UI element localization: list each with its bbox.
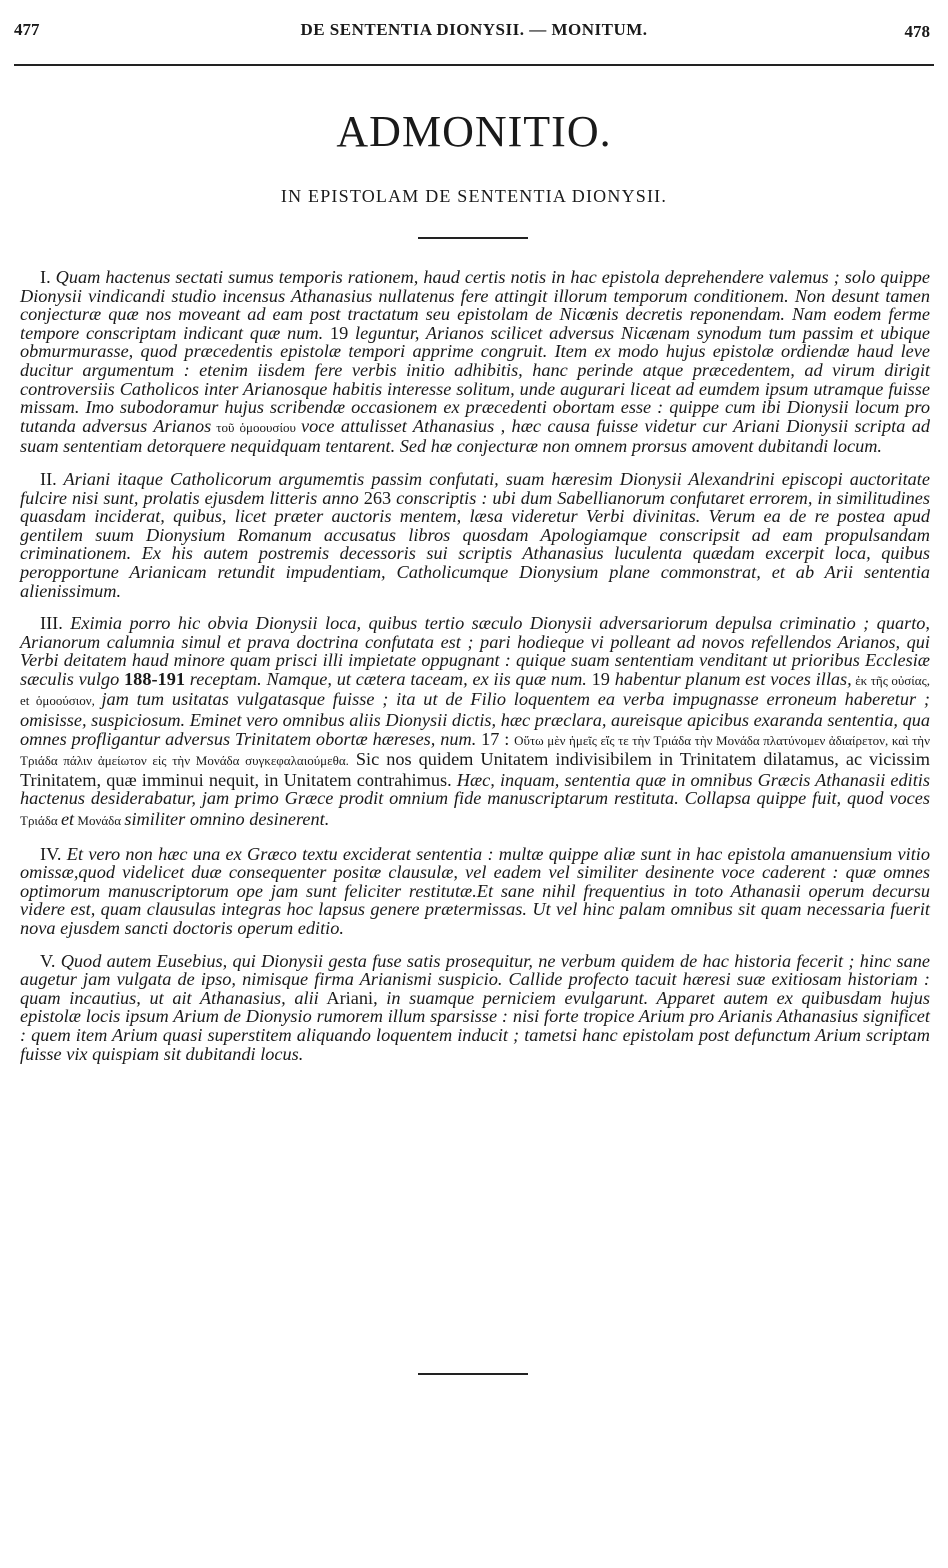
paragraph-text: conscriptis : ubi dum Sabellianorum confutaret errorem, in similitudines quasdam inciderat, quibus, licet præter auctoris mentem, læsa videretur Verbi divinitas. Verum ea de re postea apud gentilem suum Dionysium Romanum accusatus libros quosdam Apologiamque conscripsit ad eam propulsandam criminationem. Ex his autem postremis decessoris sui scriptis Athanasius luculenta quædam excerpit loca, quibus peropportune Arianicam retundit impudentiam, Catholicumque Dionysium plane commonstrat, et ab Arii sententia alienissimum. (20, 487, 930, 601)
page-title: ADMONITIO. (336, 107, 612, 156)
greek-term: Τριάδα (20, 813, 61, 829)
paragraph-number: IV. (40, 843, 62, 864)
greek-term: ἐκ τῆς οὐσίας, et ὁμοούσιον, (20, 672, 930, 709)
paragraph-text: Et vero non hæc una ex Græco textu exciderat sententia : multæ quippe aliæ sunt in hac epistola amanuensium vitio omissæ,quod videlicet duæ consequenter positæ clausulæ, vel eadem vel similiter desinente voce caderent : quæ omnes optimorum manuscriptorum ope jam sunt feliciter restitutæ.Et sane nihil frequentius in toto Athanasii operum decursu videre est, quam clausulas integras hoc lapsus genere prætermissas. Ut vel hinc palam omnibus sit quam necessaria fuerit nova ejusdem sancti doctoris operum editio. (20, 843, 930, 938)
year-reference: 263 (358, 487, 397, 508)
name-reference: Ariani, (318, 987, 387, 1008)
paragraph-text: leguntur, Arianos scilicet adversus Nicænam synodum tum passim et ubique obmurmurasse, quod præcedentis epistolæ tempori apprime congruit. Item ex modo hujus epistolæ ordiendæ haud leve ducitur argumentum : etenim iisdem fere verbis initio adhibitis, hanc perinde atque præcedentem, ad virum dirigit controversiis Catholicos inter Arianosque habitis interesse solitum, unde augurari liceat ad eumdem ipsum utramque fuisse missam. Imo subodoramur hujus scribendæ occasionem ex præcedenti obortam esse : quippe cum ibi Dionysii locum pro tutanda adversus Arianos (20, 322, 930, 436)
section-reference: 19 (323, 322, 355, 343)
paragraph-text: Quam hactenus sectati sumus temporis rationem, haud certis notis in hac epistola deprehendere valemus ; solo quippe Dionysii vindicandi studio incensus Athanasius nullatenus fere attingit illorum temporum conditionem. Non desunt tamen conjecturæ quæ nos moveant ad eam post tractatum seu epistolam de Nicœnis decretis reponendam. Nam eodem ferme tempore conscriptam indicant quæ num. (20, 267, 930, 343)
left-column-number: 477 (14, 20, 40, 39)
end-divider (418, 1373, 528, 1375)
paragraph-text: jam tum usitatas vulgatasque fuisse ; ita ut de Filio loquentem ea verba impugnasse erroneum haberetur ; omisisse, suspiciosum. Eminet vero omnibus aliis Dionysii dictis, hæc præclara, aureisque apicibus exaranda sententia, qua omnes profligantur adversus Trinitatem obortæ hæreses, num. (20, 689, 931, 749)
paragraph-text: Hæc, inquam, sententia quæ in omnibus Græcis Athanasii editis hactenus desiderabatur, jam primo Græce prodit omnium fide manuscriptarum restituta. Collapsa quippe fuit, quod voces (20, 769, 930, 809)
header-rule (14, 64, 934, 66)
right-column-number: 478 (904, 22, 930, 41)
section-reference: 19 (586, 668, 615, 689)
paragraph-number: III. (40, 613, 63, 634)
greek-term: Μονάδα (74, 813, 125, 829)
latin-translation: Sic nos quidem Unitatem indivisibilem in Trinitatem dilatamus, ac vicissim Trinitatem, quæ imminui nequit, in Unitatem contrahimus. (20, 749, 930, 790)
paragraph-4 (20, 845, 930, 938)
page-subtitle: IN EPISTOLAM DE SENTENTIA DIONYSII. (280, 186, 668, 206)
paragraph-2 (20, 470, 930, 600)
paragraph-5 (20, 952, 930, 1064)
paragraph-text: et (60, 809, 75, 830)
bold-reference: 188-191 (119, 668, 190, 689)
greek-quotation: Οὕτω μὲν ἡμεῖς εἴς τε τὴν Τριάδα τὴν Μονάδα πλατύνομεν ἀδιαίρετον, καὶ τὴν Τριάδα πάλιν ἀμείωτον εἰς τὴν Μονάδα συγκεφαλαιούμεθα. (20, 732, 930, 769)
paragraph-number: I. (40, 267, 51, 287)
body-text (20, 268, 930, 1077)
paragraph-text: similiter omnino desinerent. (124, 809, 330, 830)
paragraph-1 (20, 268, 930, 456)
paragraph-number: V. (40, 950, 56, 971)
paragraph-text: receptam. Namque, ut cætera taceam, ex iis quæ num. (189, 668, 587, 689)
paragraph-text: in suamque perniciem evulgarunt. Apparet autem ex quibusdam hujus epistolæ locis ipsum Arium de Dionysio rumorem illum sparsisse : nisi forte tropice Arium pro Arianis Athanasius significet : quem item Arium quasi superstitem aliquando loquentem inducit ; tametsi hanc epistolam post defunctum Arium scriptam fuisse vix quispiam sit dubitandi locus. (20, 987, 931, 1064)
running-head-title: DE SENTENTIA DIONYSII. — MONITUM. (300, 20, 648, 39)
paragraph-text: Quod autem Eusebius, qui Dionysii gesta fuse satis prosequitur, ne verbum quidem de hac historia fecerit ; hinc sane augetur jam vulgata de ipso, nimisque firma Arianismi suspicio. Callide profecto tacuit hæresi suæ exitiosam historiam : quam incautius, ut ait Athanasius, alii (20, 950, 930, 1008)
greek-term: τοῦ ὁμοουσίου (211, 419, 301, 435)
paragraph-text: habentur planum est voces illas, (614, 668, 852, 689)
paragraph-text: voce attulisset Athanasius , hæc causa fuisse videtur cur Ariani Dionysii scripta ad suam sententiam detorquere nequidquam tentarent. Sed hæ conjecturæ non omnem prorsus amovent dubitandi locum. (20, 415, 931, 457)
paragraph-text: Ariani itaque Catholicorum argumemtis passim confutati, suam hæresim Dionysii Alexandrini episcopi auctoritate fulcire nisi sunt, prolatis ejusdem litteris anno (20, 468, 930, 508)
section-reference: 17 : (476, 728, 515, 749)
running-head (14, 20, 934, 44)
paragraph-text: Eximia porro hic obvia Dionysii loca, quibus tertio sæculo Dionysii adversariorum depulsa criminatio ; quarto, Arianorum calumnia simul et prava doctrina confutata est ; pari hodieque vi polleant ad novos refellendos Arianos, qui Verbi deitatem haud minore quam prisci illi impietate oppugnant : quique suam sententiam venditant ut prioribus Ecclesiæ sæculis vulgo (20, 613, 930, 689)
paragraph-number: II. (40, 468, 57, 489)
paragraph-3 (20, 614, 930, 831)
title-divider (418, 237, 528, 239)
